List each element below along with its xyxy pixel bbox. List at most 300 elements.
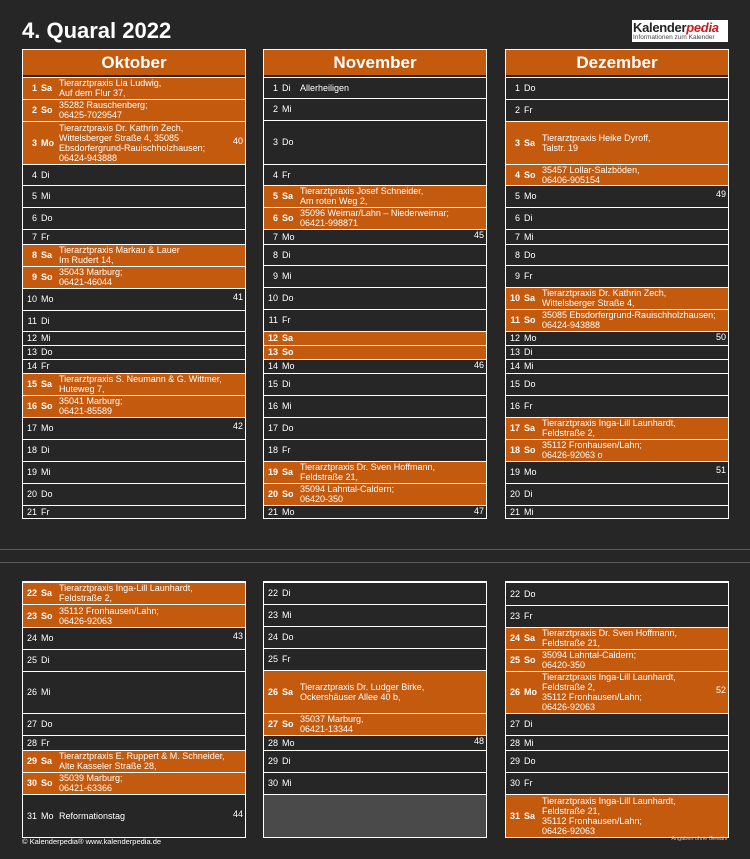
entry-line: Tierarztpraxis Inga-Lill Launhardt, xyxy=(542,418,676,428)
day-number: 14 xyxy=(509,361,520,371)
week-number: 43 xyxy=(232,631,243,641)
day-row xyxy=(506,373,728,395)
weekday: Mo xyxy=(524,191,537,201)
day-row xyxy=(506,309,728,331)
entry-line: Ockershäuser Allee 40 b, xyxy=(300,692,401,702)
day-row xyxy=(23,207,245,229)
day-number: 19 xyxy=(267,467,278,477)
weekday: Mo xyxy=(41,633,54,643)
day-entry xyxy=(542,796,714,836)
day-entry xyxy=(59,267,231,287)
entry-line: Feldstraße 21, xyxy=(300,472,359,482)
weekday: Di xyxy=(282,379,291,389)
day-row xyxy=(264,309,486,331)
day-row xyxy=(264,626,486,648)
weekday: Mi xyxy=(282,401,292,411)
weekday: Mi xyxy=(524,738,534,748)
entry-line: 06421-63366 xyxy=(59,783,113,793)
entry-line: Feldstraße 2, xyxy=(59,593,113,603)
entry-line: Am roten Weg 2, xyxy=(300,196,368,206)
day-row xyxy=(23,331,245,345)
entry-line: 35094 Lahntal-Caldern; xyxy=(542,650,637,660)
entry-line: 06421-46044 xyxy=(59,277,113,287)
weekday: Sa xyxy=(282,333,294,343)
weekday: Mi xyxy=(41,333,51,343)
entry-line: Ebsdorfergrund-Rauischholzhausen; xyxy=(59,143,206,153)
entry-line: Tierarztpraxis Markau & Lauer xyxy=(59,245,180,255)
day-row xyxy=(23,395,245,417)
day-row xyxy=(23,713,245,735)
day-number: 26 xyxy=(26,687,37,697)
entry-line: 06421-998871 xyxy=(300,218,359,228)
entry-line: 06426-92063 o xyxy=(542,450,603,460)
day-number: 23 xyxy=(509,611,520,621)
day-number: 14 xyxy=(267,361,278,371)
day-number: 6 xyxy=(514,213,520,223)
week-number: 52 xyxy=(715,685,726,695)
weekday: Sa xyxy=(524,138,536,148)
week-number: 49 xyxy=(715,189,726,199)
entry-line: 35457 Lollar-Salzböden, xyxy=(542,165,640,175)
month-header: November xyxy=(264,50,486,75)
day-number: 23 xyxy=(267,610,278,620)
day-row xyxy=(506,505,728,518)
day-number: 20 xyxy=(509,489,520,499)
day-entry xyxy=(542,310,714,330)
day-number: 21 xyxy=(509,507,520,517)
day-entry xyxy=(59,374,231,394)
empty-cell xyxy=(264,794,486,837)
weekday: Do xyxy=(41,347,53,357)
entry-line: Feldstraße 2, xyxy=(542,428,596,438)
day-number: 7 xyxy=(31,232,37,242)
day-number: 26 xyxy=(267,687,278,697)
day-number: 20 xyxy=(26,489,37,499)
day-number: 29 xyxy=(267,756,278,766)
day-entry xyxy=(59,100,231,120)
day-row xyxy=(506,395,728,417)
weekday: So xyxy=(524,445,536,455)
weekday: Mo xyxy=(282,361,295,371)
entry-line: Tierarztpraxis Lia Ludwig, xyxy=(59,78,162,88)
day-row xyxy=(23,266,245,288)
day-row xyxy=(23,604,245,627)
weekday: Di xyxy=(41,170,50,180)
calendar-column xyxy=(22,581,246,838)
day-number: 16 xyxy=(26,401,37,411)
day-entry xyxy=(59,811,231,821)
day-row xyxy=(264,331,486,345)
week-number: 44 xyxy=(232,809,243,819)
weekday: So xyxy=(282,489,294,499)
day-number: 30 xyxy=(26,778,37,788)
entry-line: 35039 Marburg; xyxy=(59,773,123,783)
weekday: Mo xyxy=(282,232,295,242)
weekday: So xyxy=(282,347,294,357)
entry-line: Tierarztpraxis Dr. Sven Hoffmann, xyxy=(542,628,678,638)
day-number: 15 xyxy=(26,379,37,389)
weekday: Mo xyxy=(524,333,537,343)
weekday: Do xyxy=(524,589,536,599)
day-row xyxy=(506,772,728,794)
day-row xyxy=(23,461,245,483)
day-number: 23 xyxy=(26,611,37,621)
entry-line: Huteweg 7, xyxy=(59,384,105,394)
day-row xyxy=(23,185,245,207)
day-number: 16 xyxy=(267,401,278,411)
weekday: Di xyxy=(282,588,291,598)
day-row xyxy=(23,582,245,604)
day-number: 8 xyxy=(514,250,520,260)
weekday: Mi xyxy=(282,104,292,114)
entry-line: 06426-92063 xyxy=(542,826,596,836)
day-entry xyxy=(300,186,472,206)
day-number: 21 xyxy=(267,507,278,517)
day-row xyxy=(506,164,728,185)
day-row xyxy=(23,417,245,439)
weekday: Do xyxy=(282,423,294,433)
day-row xyxy=(264,582,486,604)
day-number: 9 xyxy=(514,271,520,281)
day-number: 19 xyxy=(509,467,520,477)
day-number: 3 xyxy=(31,138,37,148)
day-number: 13 xyxy=(509,347,520,357)
weekday: Sa xyxy=(41,588,53,598)
weekday: Do xyxy=(41,719,53,729)
day-number: 27 xyxy=(509,719,520,729)
weekday: Mo xyxy=(524,467,537,477)
entry-line: Tierarztpraxis Dr. Ludger Birke, xyxy=(300,682,425,692)
entry-line: Reformationstag xyxy=(59,811,126,821)
entry-line: 35112 Fronhausen/Lahn; xyxy=(542,440,642,450)
day-number: 24 xyxy=(509,633,520,643)
day-number: 19 xyxy=(26,467,37,477)
entry-line: 35096 Weimar/Lahn – Niederweimar; xyxy=(300,208,449,218)
entry-line: 06421-13344 xyxy=(300,724,354,734)
day-row xyxy=(506,439,728,461)
day-row xyxy=(23,310,245,331)
weekday: Mi xyxy=(41,191,51,201)
weekday: So xyxy=(282,719,294,729)
day-number: 26 xyxy=(509,687,520,697)
day-entry xyxy=(542,628,714,648)
day-number: 2 xyxy=(272,104,278,114)
month-header: Dezember xyxy=(506,50,728,75)
day-row xyxy=(506,627,728,649)
day-row xyxy=(506,649,728,671)
weekday: So xyxy=(282,213,294,223)
day-number: 17 xyxy=(267,423,278,433)
day-row xyxy=(506,483,728,505)
day-number: 29 xyxy=(509,756,520,766)
weekday: Fr xyxy=(524,401,533,411)
day-row xyxy=(506,671,728,713)
day-entry xyxy=(542,165,714,185)
day-row xyxy=(264,244,486,265)
day-row xyxy=(23,750,245,772)
day-row xyxy=(23,772,245,794)
day-row xyxy=(23,505,245,518)
weekday: So xyxy=(524,315,536,325)
day-row xyxy=(506,331,728,345)
day-number: 29 xyxy=(26,756,37,766)
weekday: Di xyxy=(41,445,50,455)
weekday: Mo xyxy=(524,687,537,697)
weekday: Di xyxy=(282,83,291,93)
weekday: Mi xyxy=(41,467,51,477)
entry-line: Tierarztpraxis Heike Dyroff, xyxy=(542,133,651,143)
day-row xyxy=(506,345,728,359)
entry-line: 06426-92063 xyxy=(542,702,596,712)
entry-line: Talstr. 19 xyxy=(542,143,579,153)
day-row xyxy=(506,121,728,164)
entry-line: 06406-905154 xyxy=(542,175,601,185)
day-entry xyxy=(59,583,231,603)
day-row xyxy=(264,185,486,207)
day-number: 7 xyxy=(272,232,278,242)
day-row xyxy=(506,461,728,483)
day-row xyxy=(506,287,728,309)
weekday: Mi xyxy=(524,361,534,371)
weekday: Di xyxy=(41,655,50,665)
day-row xyxy=(506,265,728,287)
day-row xyxy=(264,98,486,120)
day-number: 21 xyxy=(26,507,37,517)
entry-line: 35282 Rauschenberg; xyxy=(59,100,148,110)
day-row xyxy=(506,359,728,373)
weekday: Fr xyxy=(282,445,291,455)
weekday: Do xyxy=(524,250,536,260)
day-number: 10 xyxy=(26,294,37,304)
weekday: Sa xyxy=(41,83,53,93)
day-number: 18 xyxy=(509,445,520,455)
week-number: 48 xyxy=(473,736,484,746)
entry-line: Tierarztpraxis Inga-Lill Launhardt, xyxy=(542,796,676,806)
day-number: 9 xyxy=(31,272,37,282)
weekday: So xyxy=(41,778,53,788)
day-row xyxy=(264,207,486,229)
weekday: Do xyxy=(282,137,294,147)
entry-line: 35037 Marburg, xyxy=(300,714,364,724)
day-number: 6 xyxy=(31,213,37,223)
weekday: Mo xyxy=(41,138,54,148)
entry-line: 06420-350 xyxy=(542,660,586,670)
weekday: Sa xyxy=(524,423,536,433)
day-row xyxy=(264,772,486,794)
day-number: 25 xyxy=(509,655,520,665)
day-number: 22 xyxy=(509,589,520,599)
day-entry xyxy=(59,123,231,163)
day-row xyxy=(264,505,486,518)
day-row xyxy=(23,649,245,671)
entry-line: Tierarztpraxis Josef Schneider, xyxy=(300,186,424,196)
weekday: Di xyxy=(524,347,533,357)
entry-line: 06424-943888 xyxy=(59,153,118,163)
day-number: 5 xyxy=(514,191,520,201)
calendar-column xyxy=(263,49,487,519)
day-number: 4 xyxy=(514,170,520,180)
entry-line: 35112 Fronhausen/Lahn; xyxy=(59,606,159,616)
day-number: 4 xyxy=(31,170,37,180)
weekday: So xyxy=(524,655,536,665)
weekday: Fr xyxy=(282,170,291,180)
day-row xyxy=(23,359,245,373)
entry-line: Tierarztpraxis Inga-Lill Launhardt, xyxy=(59,583,193,593)
day-row xyxy=(506,244,728,265)
day-row xyxy=(23,288,245,310)
day-number: 16 xyxy=(509,401,520,411)
weekday: So xyxy=(524,170,536,180)
day-number: 11 xyxy=(268,315,278,325)
calendar-column xyxy=(22,49,246,519)
day-row xyxy=(506,99,728,121)
weekday: Do xyxy=(524,756,536,766)
day-number: 12 xyxy=(26,333,37,343)
day-number: 24 xyxy=(267,632,278,642)
weekday: Mo xyxy=(41,294,54,304)
entry-line: Allerheiligen xyxy=(300,83,350,93)
page-title: 4. Quaral 2022 xyxy=(22,18,172,43)
weekday: Sa xyxy=(41,379,53,389)
footer-note: Angaben ohne Gewähr xyxy=(671,836,728,842)
day-entry xyxy=(542,418,714,438)
brand-tagline: Informationen zum Kalender xyxy=(633,34,715,41)
day-row xyxy=(23,483,245,505)
day-row xyxy=(264,373,486,395)
day-number: 28 xyxy=(509,738,520,748)
day-number: 17 xyxy=(26,423,37,433)
weekday: Mi xyxy=(524,507,534,517)
day-number: 28 xyxy=(26,738,37,748)
weekday: Mi xyxy=(524,232,534,242)
day-entry xyxy=(300,462,472,482)
day-row xyxy=(506,185,728,207)
day-entry xyxy=(300,484,472,504)
brand-name-b: pedia xyxy=(686,20,719,35)
day-number: 22 xyxy=(267,588,278,598)
day-number: 8 xyxy=(272,250,278,260)
day-row xyxy=(506,229,728,244)
day-row xyxy=(264,461,486,483)
weekday: Di xyxy=(282,756,291,766)
entry-line: Im Rudert 14, xyxy=(59,255,114,265)
weekday: So xyxy=(41,272,53,282)
day-number: 2 xyxy=(31,105,37,115)
day-number: 5 xyxy=(31,191,37,201)
entry-line: 06424-943888 xyxy=(542,320,601,330)
week-number: 50 xyxy=(715,332,726,342)
day-row xyxy=(23,439,245,461)
day-number: 11 xyxy=(510,315,520,325)
day-number: 10 xyxy=(267,293,278,303)
day-row xyxy=(506,77,728,99)
weekday: Di xyxy=(524,489,533,499)
day-number: 7 xyxy=(514,232,520,242)
weekday: Di xyxy=(524,719,533,729)
day-number: 12 xyxy=(509,333,520,343)
week-number: 51 xyxy=(715,465,726,475)
entry-line: 35112 Fronhausen/Lahn; xyxy=(542,816,642,826)
day-number: 20 xyxy=(267,489,278,499)
weekday: Do xyxy=(282,632,294,642)
entry-line: Tierarztpraxis Dr. Sven Hoffmann, xyxy=(300,462,436,472)
day-number: 31 xyxy=(509,811,520,821)
week-number: 40 xyxy=(232,136,243,146)
weekday: Do xyxy=(41,489,53,499)
day-row xyxy=(264,164,486,185)
day-row xyxy=(264,265,486,287)
weekday: Mi xyxy=(41,687,51,697)
entry-line: 35085 Ebsdorfergrund-Rauischholzhausen; xyxy=(542,310,716,320)
day-number: 3 xyxy=(272,137,278,147)
entry-line: 06420-350 xyxy=(300,494,344,504)
entry-line: Tierarztpraxis Inga-Lill Launhardt, xyxy=(542,672,676,682)
day-row xyxy=(264,750,486,772)
day-row xyxy=(506,713,728,735)
entry-line: Wittelsberger Straße 4, 35085 xyxy=(59,133,180,143)
day-row xyxy=(506,417,728,439)
weekday: Sa xyxy=(524,293,536,303)
entry-line: Wittelsberger Straße 4, xyxy=(542,298,635,308)
day-row xyxy=(23,77,245,99)
day-row xyxy=(23,99,245,121)
weekday: Fr xyxy=(282,654,291,664)
day-entry xyxy=(59,78,231,98)
entry-line: 35112 Fronhausen/Lahn; xyxy=(542,692,642,702)
entry-line: 06426-92063 xyxy=(59,616,113,626)
day-entry xyxy=(542,440,714,460)
weekday: So xyxy=(41,401,53,411)
weekday: Sa xyxy=(282,687,294,697)
weekday: Di xyxy=(282,250,291,260)
day-row xyxy=(23,121,245,164)
day-number: 15 xyxy=(509,379,520,389)
day-row xyxy=(23,345,245,359)
weekday: Sa xyxy=(524,633,536,643)
footer-copyright: © Kalenderpedia® www.kalenderpedia.de xyxy=(22,837,162,846)
day-number: 25 xyxy=(267,654,278,664)
day-row xyxy=(23,627,245,649)
day-row xyxy=(264,359,486,373)
brand-name-a: Kalender xyxy=(633,20,687,35)
day-number: 13 xyxy=(267,347,278,357)
day-number: 3 xyxy=(514,138,520,148)
month-header: Oktober xyxy=(23,50,245,75)
day-entry xyxy=(59,396,231,416)
day-row xyxy=(506,582,728,605)
entry-line: 35043 Marburg; xyxy=(59,267,123,277)
day-number: 1 xyxy=(272,83,278,93)
weekday: Fr xyxy=(41,232,50,242)
weekday: Mo xyxy=(41,423,54,433)
weekday: Fr xyxy=(41,507,50,517)
week-number: 41 xyxy=(232,292,243,302)
weekday: Do xyxy=(524,379,536,389)
week-number: 46 xyxy=(473,360,484,370)
day-number: 18 xyxy=(26,445,37,455)
calendar-column xyxy=(505,49,729,519)
day-row xyxy=(23,229,245,244)
day-entry xyxy=(59,245,231,265)
calendar-column xyxy=(263,581,487,838)
day-number: 2 xyxy=(514,105,520,115)
day-number: 17 xyxy=(509,423,520,433)
day-row xyxy=(264,648,486,670)
week-number: 42 xyxy=(232,421,243,431)
day-row xyxy=(506,735,728,750)
day-number: 12 xyxy=(267,333,278,343)
weekday: Fr xyxy=(524,611,533,621)
